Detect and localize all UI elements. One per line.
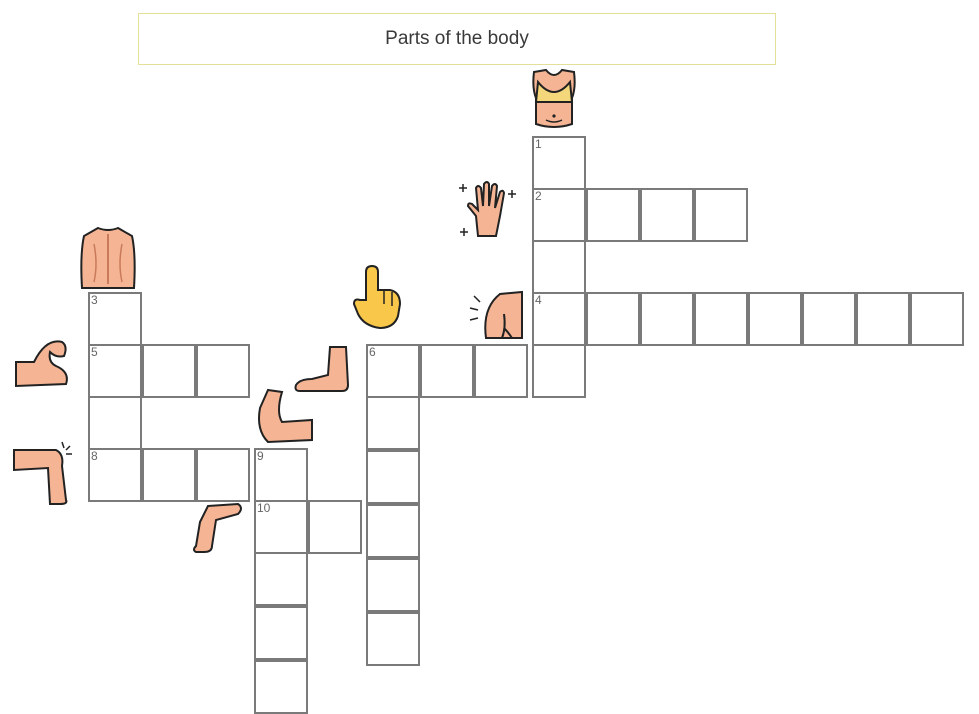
crossword-cell[interactable] bbox=[254, 606, 308, 660]
clue-number: 5 bbox=[91, 345, 98, 359]
crossword-cell[interactable] bbox=[640, 292, 694, 346]
crossword-cell[interactable] bbox=[254, 500, 308, 554]
leg-icon bbox=[188, 502, 244, 554]
crossword-cell[interactable] bbox=[142, 448, 196, 502]
crossword-cell[interactable] bbox=[366, 396, 420, 450]
crossword-cell[interactable] bbox=[802, 292, 856, 346]
crossword-cell[interactable] bbox=[142, 344, 196, 398]
crossword-cell[interactable] bbox=[532, 240, 586, 294]
chest-torso-icon bbox=[528, 68, 580, 132]
crossword-cell[interactable] bbox=[366, 344, 420, 398]
crossword-cell[interactable] bbox=[88, 292, 142, 346]
crossword-cell[interactable] bbox=[586, 292, 640, 346]
pointing-hand-icon bbox=[350, 264, 406, 330]
crossword-cell[interactable] bbox=[254, 552, 308, 606]
bottom-icon bbox=[466, 288, 526, 340]
crossword-cell[interactable] bbox=[586, 188, 640, 242]
fingers-hand-icon bbox=[456, 176, 522, 242]
crossword-cell[interactable] bbox=[196, 344, 250, 398]
crossword-cell[interactable] bbox=[748, 292, 802, 346]
crossword-cell[interactable] bbox=[366, 612, 420, 666]
crossword-cell[interactable] bbox=[694, 188, 748, 242]
clue-number: 4 bbox=[535, 293, 542, 307]
crossword-cell[interactable] bbox=[366, 504, 420, 558]
crossword-cell[interactable] bbox=[308, 500, 362, 554]
crossword-cell[interactable] bbox=[254, 660, 308, 714]
crossword-cell[interactable] bbox=[640, 188, 694, 242]
crossword-cell[interactable] bbox=[856, 292, 910, 346]
crossword-cell[interactable] bbox=[196, 448, 250, 502]
crossword-cell[interactable] bbox=[254, 448, 308, 502]
arm-muscle-icon bbox=[12, 332, 72, 390]
crossword-cell[interactable] bbox=[366, 558, 420, 612]
clue-number: 8 bbox=[91, 449, 98, 463]
crossword-cell[interactable] bbox=[88, 396, 142, 450]
knee-leg-icon bbox=[12, 440, 74, 506]
clue-number: 3 bbox=[91, 293, 98, 307]
clue-number: 10 bbox=[257, 501, 271, 515]
crossword-cell[interactable] bbox=[366, 450, 420, 504]
clue-number: 6 bbox=[369, 345, 376, 359]
crossword-cell[interactable] bbox=[532, 188, 586, 242]
crossword-cell[interactable] bbox=[88, 448, 142, 502]
crossword-cell[interactable] bbox=[88, 344, 142, 398]
clue-number: 9 bbox=[257, 449, 264, 463]
crossword-cell[interactable] bbox=[474, 344, 528, 398]
clue-number: 2 bbox=[535, 189, 542, 203]
elbow-icon bbox=[254, 386, 314, 446]
crossword-cell[interactable] bbox=[694, 292, 748, 346]
crossword-cell[interactable] bbox=[532, 344, 586, 398]
back-icon bbox=[76, 224, 140, 290]
clue-number: 1 bbox=[535, 137, 542, 151]
crossword-cell[interactable] bbox=[532, 136, 586, 190]
puzzle-title: Parts of the body bbox=[138, 13, 776, 65]
crossword-cell[interactable] bbox=[910, 292, 964, 346]
crossword-cell[interactable] bbox=[420, 344, 474, 398]
crossword-cell[interactable] bbox=[532, 292, 586, 346]
